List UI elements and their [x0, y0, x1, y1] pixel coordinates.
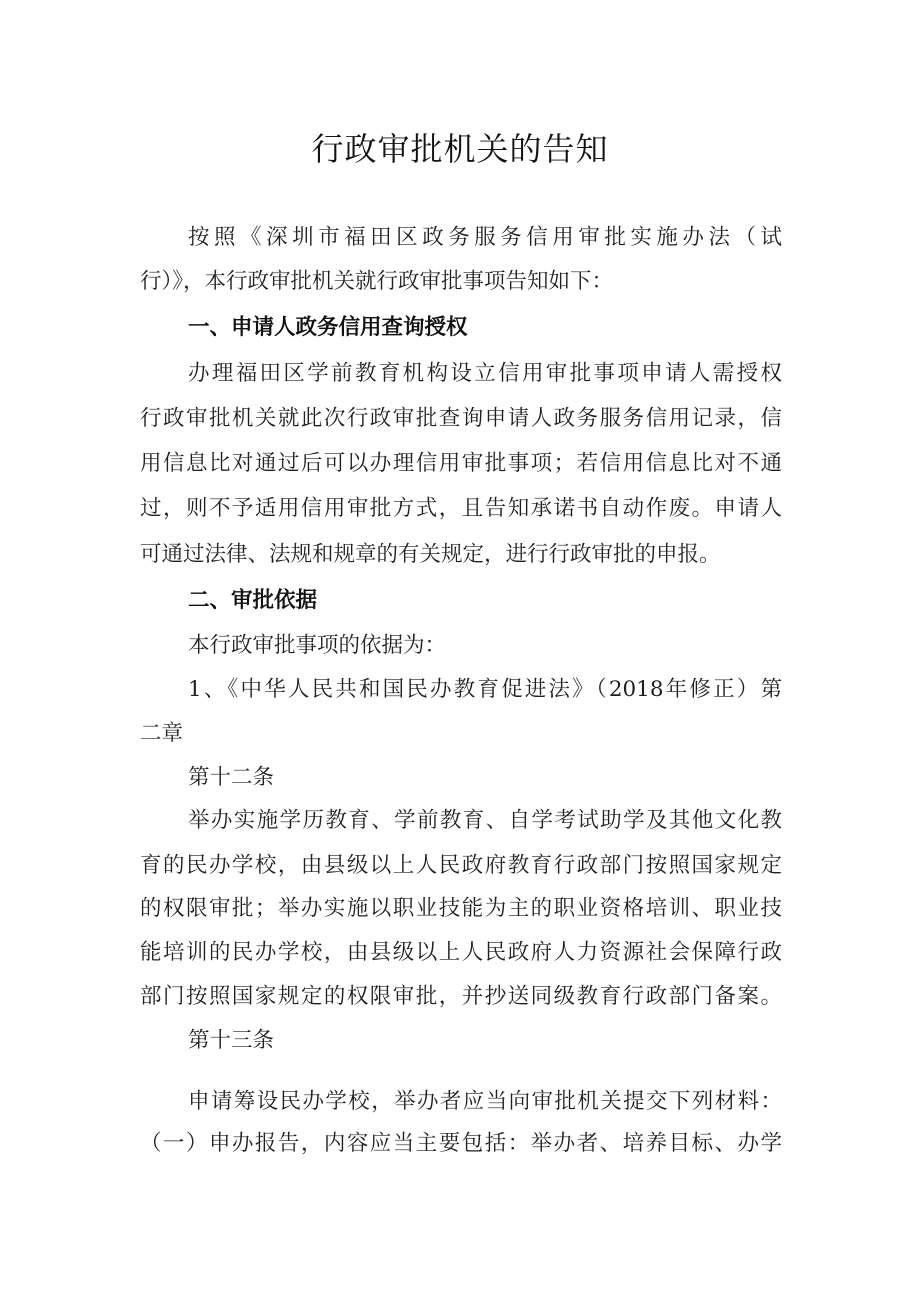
- document-title: 行政审批机关的告知: [311, 130, 609, 168]
- basis-intro: 本行政审批事项的依据为：: [188, 633, 447, 658]
- section-1-line-4: 过，则不予适用信用审批方式，且告知承诺书自动作废。申请人: [140, 496, 782, 521]
- section-2-heading: 二、审批依据: [188, 588, 318, 613]
- article-12-line-4: 能培训的民办学校，由县级以上人民政府人力资源社会保障行政: [140, 940, 782, 965]
- section-1-heading: 一、申请人政务信用查询授权: [188, 315, 468, 340]
- article-12-title: 第十二条: [188, 765, 275, 790]
- article-12-line-5: 部门按照国家规定的权限审批，并抄送同级教育行政部门备案。: [140, 984, 782, 1009]
- law-line-2: 二章: [140, 721, 184, 746]
- article-12-line-1: 举办实施学历教育、学前教育、自学考试助学及其他文化教: [188, 808, 782, 833]
- article-12-line-2: 育的民办学校，由县级以上人民政府教育行政部门按照国家规定: [140, 853, 782, 878]
- intro-line-2: 行）》，本行政审批机关就行政审批事项告知如下：: [140, 269, 614, 294]
- intro-line-1: 按照《深圳市福田区政务服务信用审批实施办法（试: [188, 225, 782, 250]
- section-1-line-1: 办理福田区学前教育机构设立信用审批事项申请人需授权: [188, 361, 782, 386]
- article-12-line-3: 的权限审批；举办实施以职业技能为主的职业资格培训、职业技: [140, 896, 782, 921]
- article-13-title: 第十三条: [188, 1028, 275, 1053]
- section-1-line-3: 用信息比对通过后可以办理信用审批事项；若信用信息比对不通: [140, 451, 782, 476]
- section-1-line-5: 可通过法律、法规和规章的有关规定，进行行政审批的申报。: [140, 542, 721, 567]
- article-13-line-1: 申请筹设民办学校，举办者应当向审批机关提交下列材料：: [188, 1089, 782, 1114]
- article-13-line-2: （一）申办报告，内容应当主要包括：举办者、培养目标、办学: [140, 1131, 782, 1156]
- law-line-1: 1、《中华人民共和国民办教育促进法》（2018年修正）第: [188, 677, 782, 702]
- section-1-line-2: 行政审批机关就此次行政审批查询申请人政务服务信用记录，信: [140, 406, 782, 431]
